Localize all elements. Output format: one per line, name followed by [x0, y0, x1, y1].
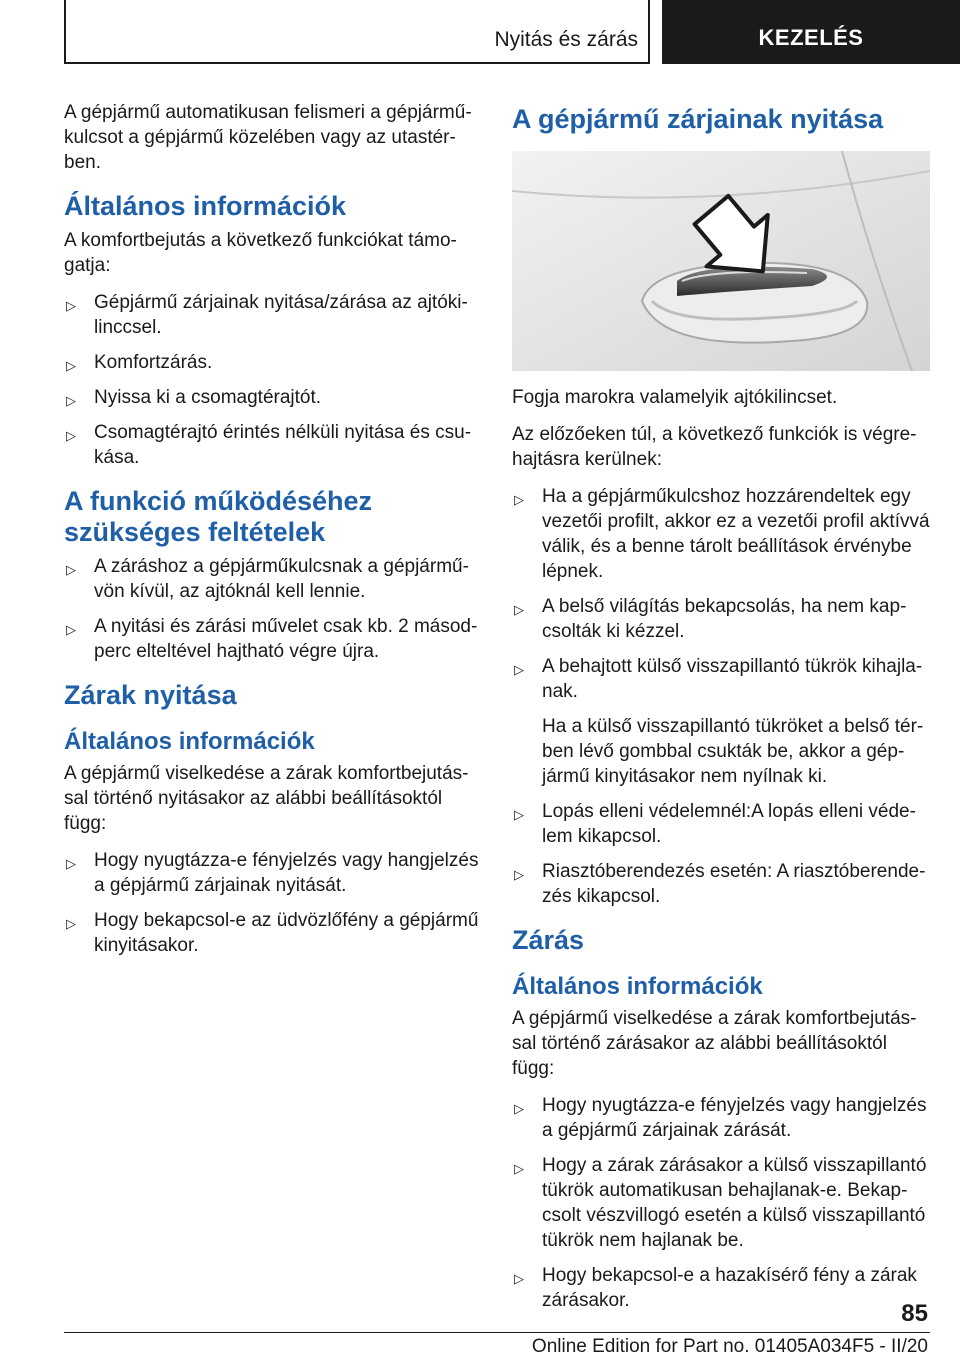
unlocking-list — [64, 848, 482, 958]
general-info-text: A komfortbejutás a következő funkciókat támogatja: — [64, 230, 457, 276]
subheading-locking-general: Általános információk — [512, 973, 763, 1000]
list-item: ▷ Csomagtérajtó érintés nélküli nyitása és csukása. — [66, 422, 472, 468]
list-item: ▷ A záráshoz a gépjárműkulcsnak a gépjárművön kívül, az ajtóknál kell lennie. — [66, 556, 469, 602]
illustration-caption: Fogja marokra valamelyik ajtókilincset. — [512, 387, 838, 408]
heading-unlocking: Zárak nyitása — [64, 680, 237, 710]
door-handle-illustration — [512, 151, 930, 371]
list-item: ▷ Hogy bekapcsol-e az üdvözlőfény a gépjármű kinyitásakor. — [66, 910, 479, 956]
list-item: ▷ Komfortzárás. — [64, 350, 482, 375]
unlocking-text: A gépjármű viselkedése a zárak komfortbejutással történő nyitásakor az alábbi beállításoktól függ: — [64, 763, 469, 834]
bullet-triangle-icon: ▷ — [66, 916, 76, 931]
left-column — [64, 100, 482, 968]
heading-locking: Zárás — [512, 925, 585, 955]
list-item: ▷ A nyitási és zárási művelet csak kb. 2 másodperc elteltével hajtható végre újra. — [66, 616, 478, 662]
list-item: ▷ Nyissa ki a csomagtérajtót. — [64, 385, 482, 410]
list-item: ▷ Lopás elleni védelemnél:A lopás elleni védelem kikapcsol. — [514, 801, 916, 847]
bullet-triangle-icon: ▷ — [66, 298, 76, 313]
right-column — [512, 100, 930, 1323]
bullet-triangle-icon: ▷ — [66, 856, 76, 871]
footer-edition-text: Online Edition for Part no. 01405A034F5 - II/20 — [531, 1336, 928, 1357]
general-info-list — [64, 290, 482, 470]
bullet-triangle-icon: ▷ — [66, 562, 76, 577]
bullet-triangle-icon: ▷ — [66, 393, 76, 408]
additional-functions-list-2 — [512, 799, 930, 909]
list-item: ▷ Ha a gépjárműkulcshoz hozzárendeltek egy vezetői profilt, akkor ez a vezetői profil aktívvá válik, és a benne tárolt beállítások érvénybe lépnek. — [514, 486, 930, 582]
heading-requirements: A funkció működéséhez szükséges feltételek — [64, 486, 373, 547]
header-chapter-label: KEZELÉS — [662, 0, 960, 64]
locking-list — [512, 1093, 930, 1313]
list-item: ▷ A belső világítás bekapcsolás, ha nem kapcsolták ki kézzel. — [514, 596, 907, 642]
list-item: ▷ Hogy bekapcsol-e a hazakísérő fény a zárak zárásakor. — [514, 1265, 917, 1311]
bullet-triangle-icon: ▷ — [514, 1271, 524, 1286]
bullet-triangle-icon: ▷ — [514, 1101, 524, 1116]
list-item: ▷ Hogy a zárak zárásakor a külső visszapillantó tükrök automatikusan behajlanak-e. Bekapcsolt vészvillogó esetén a külső visszapillantó tükrök nem hajlanak be. — [514, 1155, 927, 1251]
list-item: ▷ Hogy nyugtázza-e fényjelzés vagy hangjelzés a gépjármű zárjainak nyitását. — [66, 850, 479, 896]
locking-text: A gépjármű viselkedése a zárak komfortbejutással történő zárásakor az alábbi beállításoktól függ: — [512, 1008, 917, 1079]
bullet-triangle-icon: ▷ — [514, 867, 524, 882]
additional-functions-text: Az előzőeken túl, a következő funkciók is végrehajtásra kerülnek: — [512, 424, 917, 470]
heading-open-locks: A gépjármű zárjainak nyitása — [512, 104, 884, 134]
subheading-unlocking-general: Általános információk — [64, 728, 315, 755]
mirror-note: Ha a külső visszapillantó tükröket a belső térben lévő gombbal csukták be, akkor a gépjármű kinyitásakor nem nyílnak ki. — [542, 716, 924, 787]
bullet-triangle-icon: ▷ — [514, 662, 524, 677]
bullet-triangle-icon: ▷ — [514, 602, 524, 617]
bullet-triangle-icon: ▷ — [66, 428, 76, 443]
additional-functions-list — [512, 484, 930, 704]
bullet-triangle-icon: ▷ — [514, 492, 524, 507]
heading-general-info: Általános információk — [64, 191, 347, 221]
bullet-triangle-icon: ▷ — [66, 622, 76, 637]
page-header — [0, 0, 960, 66]
page-number: 85 — [901, 1300, 928, 1327]
list-item: ▷ Gépjármű zárjainak nyitása/zárása az ajtókilinccsel. — [66, 292, 468, 338]
bullet-triangle-icon: ▷ — [514, 807, 524, 822]
bullet-triangle-icon: ▷ — [514, 1161, 524, 1176]
requirements-list — [64, 554, 482, 664]
bullet-triangle-icon: ▷ — [66, 358, 76, 373]
footer-divider — [64, 1332, 930, 1333]
list-item: ▷ A behajtott külső visszapillantó tükrök kihajlanak. — [514, 656, 923, 702]
list-item: ▷ Hogy nyugtázza-e fényjelzés vagy hangjelzés a gépjármű zárjainak zárását. — [514, 1095, 927, 1141]
list-item: ▷ Riasztóberendezés esetén: A riasztóberendezés kikapcsol. — [514, 861, 926, 907]
intro-paragraph: A gépjármű automatikusan felismeri a gépjárműkulcsot a gépjármű közelében vagy az utastérben. — [64, 102, 472, 173]
door-handle-image — [512, 151, 930, 371]
header-section-title: Nyitás és zárás — [494, 28, 638, 51]
